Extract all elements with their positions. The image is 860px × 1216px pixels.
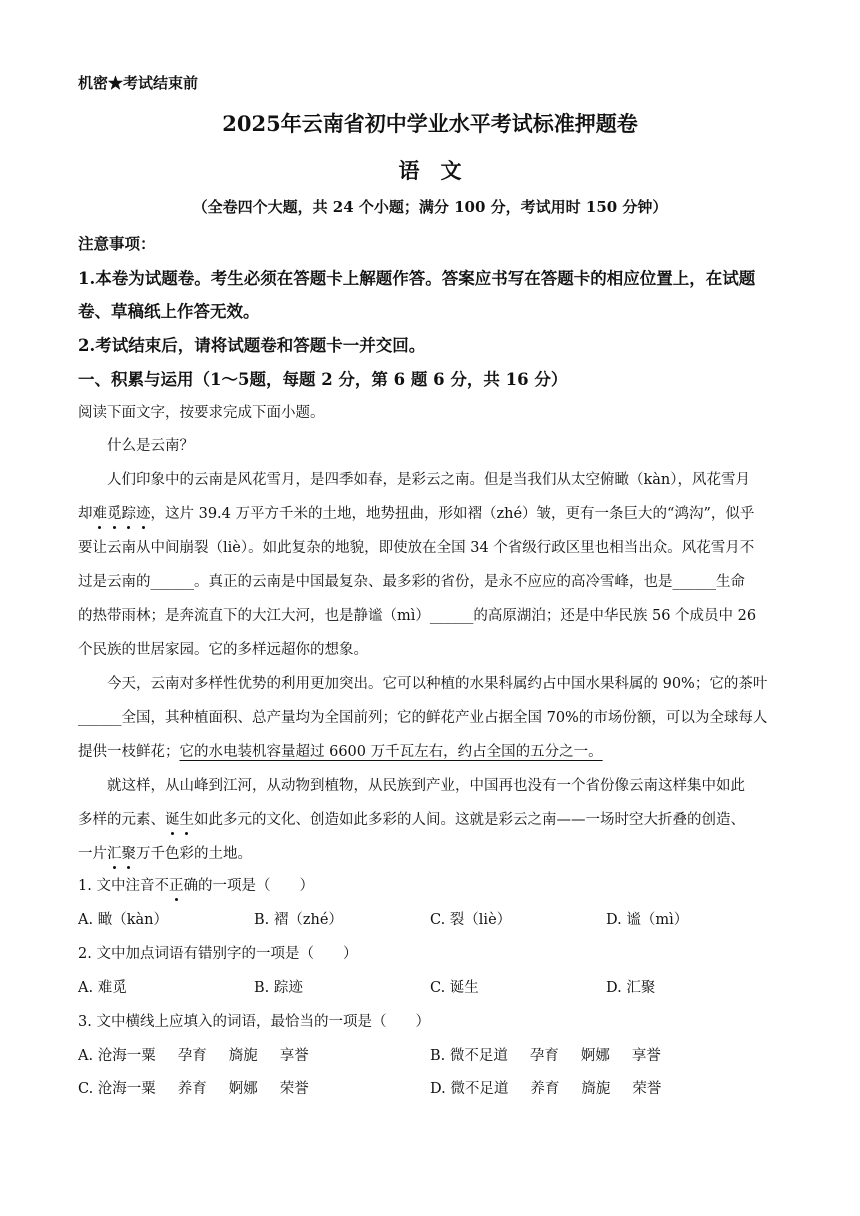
word: 享誉	[631, 1048, 661, 1064]
word: 享誉	[279, 1048, 309, 1064]
text: 提供一枝鲜花；	[78, 744, 180, 760]
question-1-options	[78, 908, 782, 932]
word: 孕育	[529, 1048, 559, 1064]
q3-option-d[interactable]	[430, 1077, 683, 1098]
notice-title: 注意事项：	[78, 234, 156, 253]
word: 旖旎	[228, 1048, 258, 1064]
passage-p2-line1: 今天，云南对多样性优势的利用更加突出。它可以种植的水果科属约占中国水果科属的 90%；它的茶叶	[107, 676, 768, 692]
reading-instruction: 阅读下面文字，按要求完成下面小题。	[78, 405, 325, 421]
passage-p1-line2	[78, 502, 754, 523]
passage-p3-line1: 就这样，从山峰到江河，从动物到植物，从民族到产业，中国再也没有一个省份像云南这样集中如此	[107, 778, 745, 794]
word: 婀娜	[228, 1081, 258, 1097]
q1-option-b[interactable]: B. 褶（zhé）	[254, 912, 343, 928]
text: 多样的元素、	[78, 812, 165, 828]
passage-p2-line3	[78, 740, 603, 761]
dotted-char: 汇	[107, 842, 122, 863]
q2-option-c[interactable]: C. 诞生	[430, 980, 479, 996]
q3-option-b[interactable]	[430, 1044, 683, 1065]
passage-p2-line2: ______全国，其种植面积、总产量均为全国前列；它的鲜花产业占据全国 70%的市场份额，可以为全球每人	[78, 710, 768, 726]
passage-p1-line4: 过是云南的______。真正的云南是中国最复杂、最多彩的省份，是永不应应的高冷雪峰，也是______生命	[78, 574, 745, 590]
dotted-char: 聚	[122, 842, 137, 863]
dotted-char: 踪	[122, 502, 137, 523]
question-3-options-row1	[78, 1044, 782, 1068]
q1-option-a[interactable]: A. 瞰（kàn）	[78, 912, 168, 928]
word: 旖旎	[581, 1081, 611, 1097]
dotted-text: 不正确	[154, 874, 198, 895]
text: 万千色彩的土地。	[136, 846, 252, 862]
word: D. 微不足道	[430, 1081, 509, 1097]
word: 荣誉	[279, 1081, 309, 1097]
question-2-options	[78, 976, 782, 1000]
word: 孕育	[177, 1048, 207, 1064]
word: 养育	[177, 1081, 207, 1097]
section-1-title: 一、积累与运用（1～5题，每题 2 分，第 6 题 6 分，共 16 分）	[78, 370, 568, 389]
q1-option-c[interactable]: C. 裂（liè）	[430, 912, 512, 928]
notice-item-2: 2.考试结束后，请将试题卷和答题卡一并交回。	[78, 336, 426, 355]
passage-p1-line6: 个民族的世居家园。它的多样远超你的想象。	[78, 642, 368, 658]
dotted-char: 迹	[136, 502, 151, 523]
word: C. 沧海一粟	[78, 1081, 156, 1097]
exam-info: （全卷四个大题，共 24 个小题；满分 100 分，考试用时 150 分钟）	[192, 198, 668, 216]
question-3-stem: 3. 文中横线上应填入的词语，最恰当的一项是（ ）	[78, 1014, 430, 1030]
passage-p1-line3: 要让云南从中间崩裂（liè）。如此复杂的地貌，即使放在全国 34 个省级行政区里也相当出众。风花雪月不	[78, 540, 755, 556]
q1-option-d[interactable]: D. 谧（mì）	[606, 912, 689, 928]
dotted-char: 觅	[107, 502, 122, 523]
q2-option-b[interactable]: B. 踪迹	[254, 980, 303, 996]
word: 养育	[530, 1081, 560, 1097]
dotted-char: 难	[93, 502, 108, 523]
underlined-sentence: 它的水电装机容量超过 6600 万千瓦左右，约占全国的五分之一。	[179, 744, 603, 760]
confidential-mark: 机密★考试结束前	[78, 74, 199, 92]
text: 如此多元的文化、创造如此多彩的人间。这就是彩云之南——一场时空大折叠的创造、	[194, 812, 745, 828]
notice-item-1-cont: 卷、草稿纸上作答无效。	[78, 302, 260, 321]
text: ，这片 39.4 万平方千米的土地，地势扭曲，形如褶（zhé）皱，更有一条巨大的“鸿沟”，似乎	[150, 506, 755, 522]
dotted-char: 生	[180, 808, 195, 829]
question-1-stem	[78, 874, 314, 895]
text: 一片	[78, 846, 107, 862]
word: 荣誉	[632, 1081, 662, 1097]
passage-heading: 什么是云南？	[107, 438, 194, 454]
word: 婀娜	[580, 1048, 610, 1064]
text: 却	[78, 506, 93, 522]
passage-p1-line1: 人们印象中的云南是风花雪月，是四季如春，是彩云之南。但是当我们从太空俯瞰（kàn），风花雪月	[107, 472, 751, 488]
q2-option-d[interactable]: D. 汇聚	[606, 980, 656, 996]
passage-p3-line3	[78, 842, 252, 863]
passage-p1-line5: 的热带雨林；是奔流直下的大江大河，也是静谧（mì）______的高原湖泊；还是中华民族 56 个成员中 26	[78, 608, 757, 624]
q3-option-c[interactable]	[78, 1077, 331, 1098]
dotted-char: 诞	[165, 808, 180, 829]
text: 的一项是（ ）	[197, 878, 314, 894]
word: A. 沧海一粟	[78, 1048, 156, 1064]
exam-title: 2025年云南省初中学业水平考试标准押题卷	[222, 111, 638, 136]
q2-option-a[interactable]: A. 难觅	[78, 980, 127, 996]
subject-title: 语 文	[398, 158, 462, 183]
passage-p3-line2	[78, 808, 745, 829]
word: B. 微不足道	[430, 1048, 508, 1064]
q3-option-a[interactable]	[78, 1044, 331, 1065]
notice-item-1: 1.本卷为试题卷。考生必须在答题卡上解题作答。答案应书写在答题卡的相应位置上，在试题	[78, 269, 756, 288]
question-3-options-row2	[78, 1077, 782, 1101]
question-2-stem: 2. 文中加点词语有错别字的一项是（ ）	[78, 946, 358, 962]
text: 1. 文中注音	[78, 878, 155, 894]
